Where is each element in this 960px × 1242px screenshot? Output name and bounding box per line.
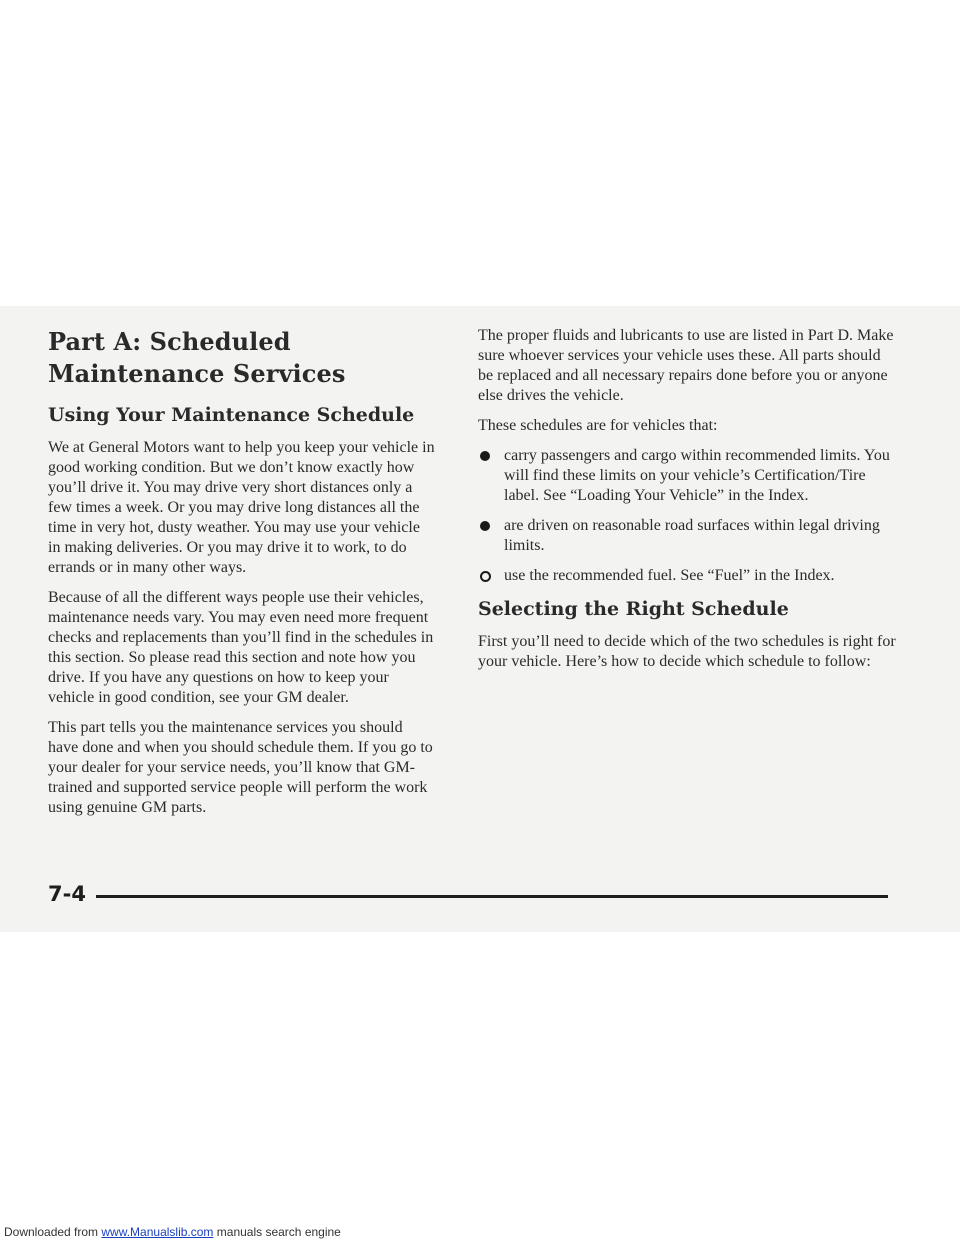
vehicle-conditions-list [478,446,898,586]
paragraph-schedules-for: These schedules are for vehicles that: [478,417,718,434]
page-number: 7-4 [48,882,86,906]
footer-rule-divider [96,895,888,898]
download-footer [4,1225,341,1239]
manualslib-link[interactable]: www.Manualslib.com [101,1225,214,1239]
footer-prefix: Downloaded from [4,1225,102,1239]
paragraph-usage: Because of all the different ways people use their vehicles, maintenance needs vary. You may even need more frequent checks and replacements than you’ll find in the schedules in this section. So please read this section and note how you drive. If you have any questions on how to keep your vehicle in good condition, see your GM dealer. [48,589,434,706]
right-column [478,326,898,682]
footer-suffix: manuals search engine [213,1225,341,1239]
list-item-text: are driven on reasonable road surfaces within legal driving limits. [504,517,880,554]
list-item [478,446,898,506]
bullet-icon [480,571,491,582]
paragraph-intro: We at General Motors want to help you keep your vehicle in good working condition. But we don’t know exactly how you’ll drive it. You may drive very short distances only a few times a week. Or you may drive long distances all the time in very hot, dusty weather. You may use your vehicle in making deliveries. Or you may drive it to work, to do errands or in many other ways. [48,439,435,576]
bullet-icon [480,521,490,531]
section-title: Part A: Scheduled Maintenance Services [48,327,346,388]
paragraph-decide: First you’ll need to decide which of the two schedules is right for your vehicle. Here’s how to decide which schedule to follow: [478,633,896,670]
section-subtitle-selecting: Selecting the Right Schedule [478,598,789,620]
paragraph-services: This part tells you the maintenance services you should have done and when you should schedule them. If you go to your dealer for your service needs, you’ll know that GM-trained and supported service people will perform the work using genuine GM parts. [48,719,433,816]
bullet-icon [480,451,490,461]
list-item [478,516,898,556]
list-item [478,566,898,586]
paragraph-fluids: The proper fluids and lubricants to use are listed in Part D. Make sure whoever services your vehicle uses these. All parts should be replaced and all necessary repairs done before you or anyone else drives the vehicle. [478,327,894,404]
list-item-text: carry passengers and cargo within recommended limits. You will find these limits on your vehicle’s Certification/Tire label. See “Loading Your Vehicle” in the Index. [504,447,890,504]
left-column [48,326,436,828]
section-subtitle: Using Your Maintenance Schedule [48,404,415,426]
list-item-text: use the recommended fuel. See “Fuel” in the Index. [504,567,835,584]
